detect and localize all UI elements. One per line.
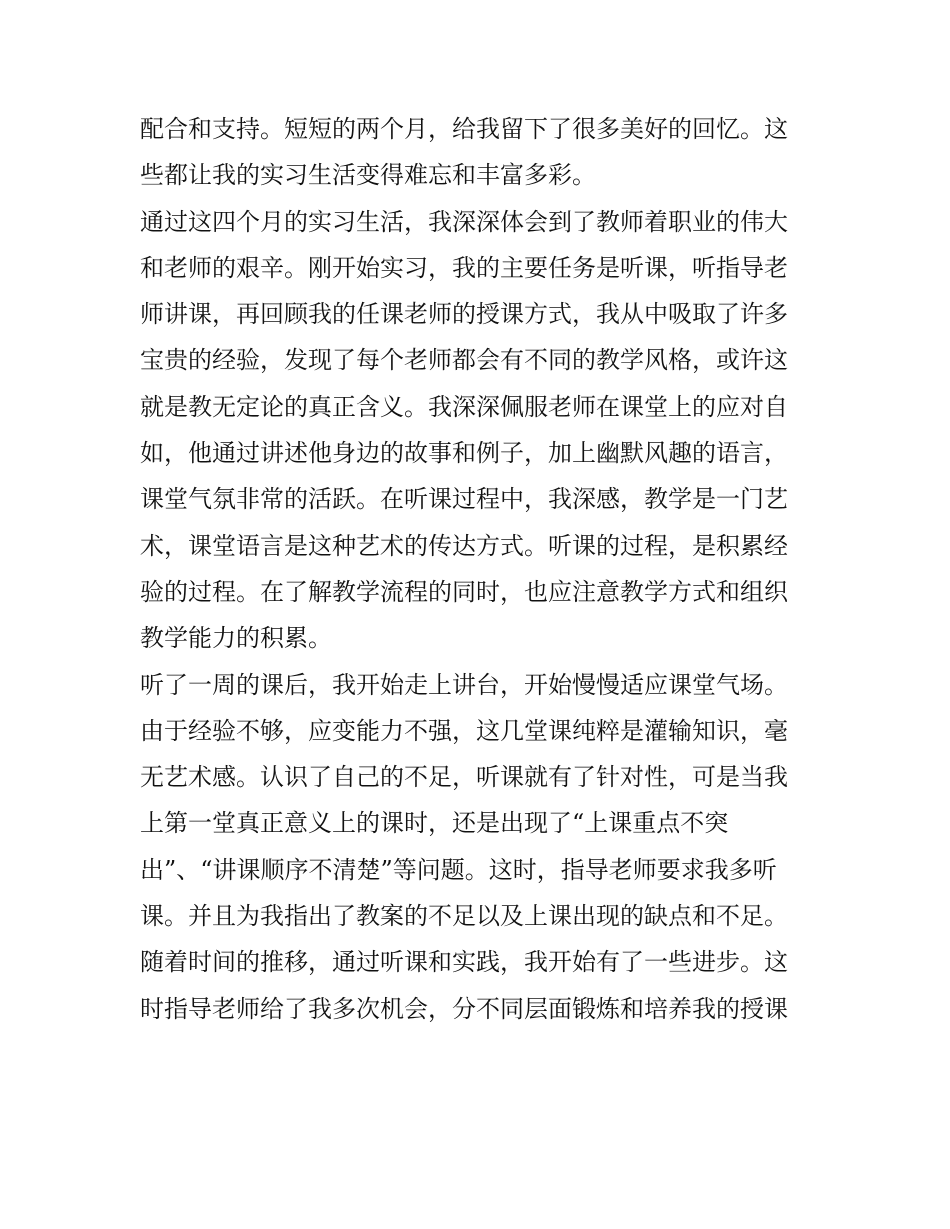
- text-line: 和老师的艰辛。刚开始实习，我的主要任务是听课，听指导老: [140, 253, 788, 282]
- text-line: 通过这四个月的实习生活，我深深体会到了教师着职业的伟大: [140, 207, 788, 236]
- text-line: 配合和支持。短短的两个月，给我留下了很多美好的回忆。这: [140, 115, 788, 143]
- text-line: 听了一周的课后，我开始走上讲台，开始慢慢适应课堂气场。: [140, 670, 788, 699]
- text-line: 出”、“讲课顺序不清楚”等问题。这时，指导老师要求我多听: [140, 855, 777, 884]
- text-line: 宝贵的经验，发现了每个老师都会有不同的教学风格，或许这: [140, 346, 788, 375]
- text-line: 课。并且为我指出了教案的不足以及上课出现的缺点和不足。: [140, 902, 788, 931]
- text-line: 无艺术感。认识了自己的不足，听课就有了针对性，可是当我: [140, 763, 788, 792]
- body-text: [140, 110, 820, 1036]
- text-line: 些都让我的实习生活变得难忘和丰富多彩。: [140, 161, 596, 190]
- text-line: 由于经验不够，应变能力不强，这几堂课纯粹是灌输知识，毫: [140, 716, 788, 745]
- text-line: 随着时间的推移，通过听课和实践，我开始有了一些进步。这: [140, 948, 788, 977]
- text-line: 验的过程。在了解教学流程的同时，也应注意教学方式和组织: [140, 577, 788, 606]
- text-line: 如，他通过讲述他身边的故事和例子，加上幽默风趣的语言，: [140, 439, 788, 468]
- text-line: 课堂气氛非常的活跃。在听课过程中，我深感，教学是一门艺: [140, 485, 788, 514]
- text-line: 教学能力的积累。: [140, 624, 332, 653]
- text-line: 就是教无定论的真正含义。我深深佩服老师在课堂上的应对自: [140, 392, 788, 421]
- text-line: 师讲课，再回顾我的任课老师的授课方式，我从中吸取了许多: [140, 300, 788, 329]
- text-line: 上第一堂真正意义上的课时，还是出现了“上课重点不突: [140, 809, 729, 838]
- text-line: 时指导老师给了我多次机会，分不同层面锻炼和培养我的授课: [140, 994, 788, 1023]
- text-line: 术，课堂语言是这种艺术的传达方式。听课的过程，是积累经: [140, 531, 788, 560]
